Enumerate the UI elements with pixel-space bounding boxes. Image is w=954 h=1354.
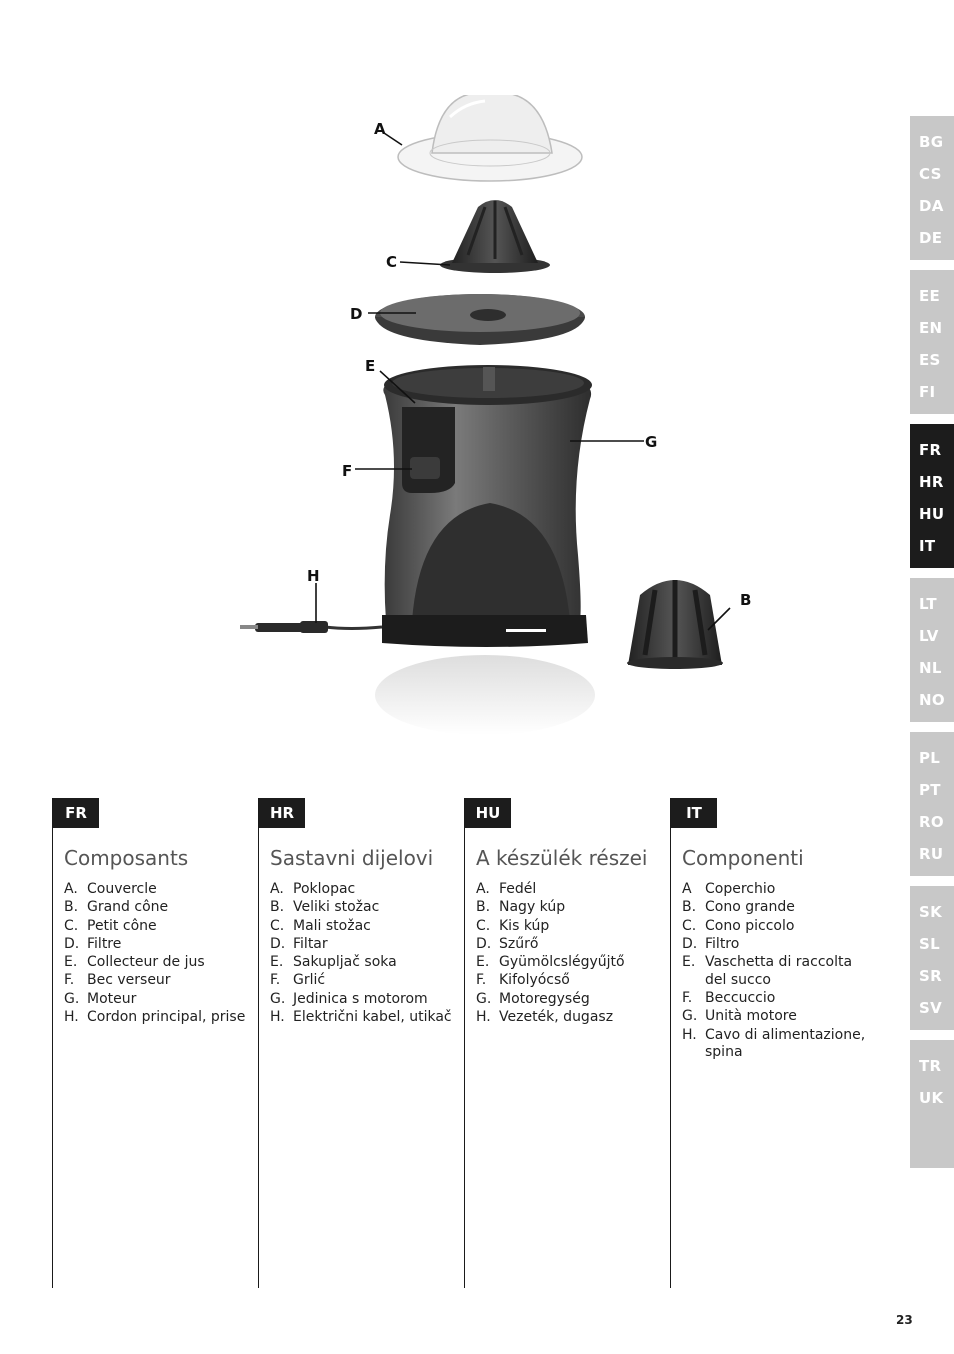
language-index — [910, 116, 954, 1178]
language-tab-no[interactable]: NO — [919, 691, 945, 709]
language-tab-ru[interactable]: RU — [919, 845, 944, 863]
list-item: B. Nagy kúp — [476, 899, 566, 916]
list-item: H. Cordon principal, prise — [64, 1009, 246, 1026]
language-tab-en[interactable]: EN — [919, 319, 943, 337]
list-item: A. Couvercle — [64, 881, 157, 897]
language-group-7 — [910, 1040, 954, 1168]
list-item: C. Mali stožac — [270, 917, 371, 934]
language-group-active — [910, 424, 954, 568]
language-group-4 — [910, 578, 954, 722]
list-item: A. Poklopac — [270, 881, 356, 897]
language-tab-it[interactable]: IT — [919, 537, 936, 555]
list-item: B. Cono grande — [682, 899, 795, 916]
section-title: Sastavni dijelovi — [270, 846, 434, 870]
list-item: E. Sakupljač soka — [270, 954, 397, 971]
section-title: Composants — [64, 846, 189, 870]
list-item: G. Unità motore — [682, 1008, 797, 1025]
language-tab-ro[interactable]: RO — [919, 813, 944, 831]
language-group-1 — [910, 116, 954, 260]
callout-d: D — [350, 305, 363, 323]
list-item: F. Bec verseur — [64, 972, 171, 989]
language-tab-da[interactable]: DA — [919, 197, 944, 215]
callout-f: F — [342, 462, 353, 480]
list-item: H. Cavo di alimentazione, spina — [682, 1026, 866, 1061]
product-illustration — [150, 95, 790, 795]
language-tag: HU — [465, 798, 511, 828]
language-tab-sv[interactable]: SV — [919, 999, 943, 1017]
language-tag: IT — [671, 798, 717, 828]
large-cone-part — [627, 580, 723, 669]
list-item: A. Fedél — [476, 881, 537, 897]
list-item: H. Vezeték, dugasz — [476, 1009, 614, 1026]
power-cord-part — [240, 621, 382, 633]
callout-g: G — [645, 433, 658, 451]
language-tab-ee[interactable]: EE — [919, 287, 941, 305]
parts-list — [64, 881, 254, 1027]
list-item: C. Petit cône — [64, 917, 157, 934]
list-item: C. Kis kúp — [476, 917, 550, 934]
list-item: G. Jedinica s motorom — [270, 990, 428, 1007]
list-item: F. Grlić — [270, 972, 326, 989]
language-tab-sk[interactable]: SK — [919, 903, 943, 921]
language-tab-tr[interactable]: TR — [919, 1057, 942, 1075]
parts-list — [270, 881, 460, 1027]
language-tag: FR — [53, 798, 99, 828]
column-it — [670, 798, 877, 1288]
list-item: G. Moteur — [64, 990, 137, 1007]
language-tab-de[interactable]: DE — [919, 229, 943, 247]
language-tab-pt[interactable]: PT — [919, 781, 941, 799]
filter-part — [375, 294, 585, 345]
language-group-2 — [910, 270, 954, 414]
list-item: E. Collecteur de jus — [64, 954, 205, 971]
citrus-juicer-exploded-view — [150, 95, 790, 795]
language-group-6 — [910, 886, 954, 1030]
language-group-5 — [910, 732, 954, 876]
column-hr — [258, 798, 465, 1288]
list-item: D. Szűrő — [476, 935, 539, 952]
page-number: 23 — [896, 1313, 913, 1327]
list-item: E. Vaschetta di raccolta del succo — [682, 954, 853, 988]
parts-list — [476, 881, 666, 1027]
column-fr — [52, 798, 259, 1288]
language-tab-es[interactable]: ES — [919, 351, 941, 369]
motor-unit-part — [375, 365, 595, 735]
list-item: C. Cono piccolo — [682, 917, 795, 934]
list-item: A Coperchio — [682, 881, 776, 897]
parts-list — [682, 881, 872, 1062]
language-tab-fr[interactable]: FR — [919, 441, 942, 459]
callout-b: B — [740, 591, 752, 609]
list-item: D. Filtar — [270, 935, 328, 952]
language-tab-pl[interactable]: PL — [919, 749, 941, 767]
language-tab-sr[interactable]: SR — [919, 967, 942, 985]
list-item: H. Električni kabel, utikač — [270, 1009, 452, 1026]
callout-e: E — [365, 357, 376, 375]
lid-part — [398, 95, 582, 181]
language-tab-uk[interactable]: UK — [919, 1089, 944, 1107]
list-item: B. Veliki stožac — [270, 899, 380, 916]
language-tab-nl[interactable]: NL — [919, 659, 942, 677]
section-title: A készülék részei — [476, 846, 648, 870]
section-title: Componenti — [682, 846, 804, 870]
list-item: F. Kifolyócső — [476, 972, 570, 989]
callout-a: A — [374, 120, 386, 138]
language-tab-hr[interactable]: HR — [919, 473, 944, 491]
list-item: G. Motoregység — [476, 990, 590, 1007]
language-tab-bg[interactable]: BG — [919, 133, 944, 151]
column-hu — [464, 798, 671, 1288]
language-tab-hu[interactable]: HU — [919, 505, 945, 523]
language-tag: HR — [259, 798, 305, 828]
small-cone-part — [440, 200, 550, 273]
list-item: F. Beccuccio — [682, 989, 776, 1006]
list-item: E. Gyümölcslégyűjtő — [476, 954, 625, 971]
language-tab-sl[interactable]: SL — [919, 935, 940, 953]
list-item: D. Filtro — [682, 935, 740, 952]
language-tab-fi[interactable]: FI — [919, 383, 936, 401]
language-tab-lv[interactable]: LV — [919, 627, 939, 645]
language-tab-lt[interactable]: LT — [919, 595, 937, 613]
callout-c: C — [386, 253, 398, 271]
list-item: D. Filtre — [64, 935, 122, 952]
list-item: B. Grand cône — [64, 899, 169, 916]
callout-h: H — [307, 567, 320, 585]
language-tab-cs[interactable]: CS — [919, 165, 942, 183]
